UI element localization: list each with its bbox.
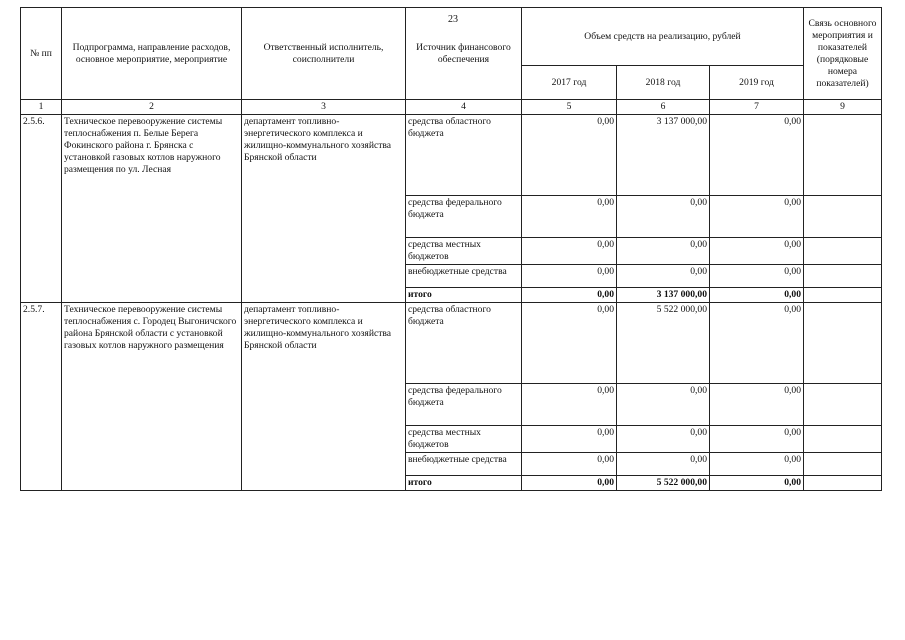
header-source: Источник финансового обеспечения <box>406 8 522 100</box>
link-cell <box>804 384 882 426</box>
table-header <box>21 8 882 115</box>
link-cell <box>804 303 882 384</box>
funding-table <box>20 7 882 491</box>
entry-program: Техническое перевооружение системы теплоснабжения п. Белые Берега Фокинского района г. Брянска с установкой газовых котлов наружного размещения по ул. Лесная <box>62 115 242 303</box>
total-2019: 0,00 <box>710 476 804 491</box>
col-number: 6 <box>617 100 710 115</box>
entry-program: Техническое перевооружение системы теплоснабжения с. Городец Выгоничского района Брянской области с установкой газовых котлов наружного размещения <box>62 303 242 491</box>
header-volume: Объем средств на реализацию, рублей <box>522 8 804 66</box>
header-num: № пп <box>21 8 62 100</box>
funding-source-total: итого <box>406 288 522 303</box>
col-number: 7 <box>710 100 804 115</box>
amount-2019: 0,00 <box>710 265 804 288</box>
header-program: Подпрограмма, направление расходов, основное мероприятие, мероприятие <box>62 8 242 100</box>
total-2019: 0,00 <box>710 288 804 303</box>
col-number: 4 <box>406 100 522 115</box>
header-link: Связь основного мероприятия и показателей (порядковые номера показателей) <box>804 8 882 100</box>
amount-2019: 0,00 <box>710 196 804 238</box>
amount-2017: 0,00 <box>522 384 617 426</box>
link-cell <box>804 476 882 491</box>
column-number-row <box>21 100 882 115</box>
header-year-2017: 2017 год <box>522 66 617 100</box>
entry-number: 2.5.7. <box>21 303 62 491</box>
amount-2019: 0,00 <box>710 238 804 265</box>
amount-2019: 0,00 <box>710 453 804 476</box>
amount-2017: 0,00 <box>522 426 617 453</box>
amount-2019: 0,00 <box>710 115 804 196</box>
amount-2018: 0,00 <box>617 265 710 288</box>
amount-2018: 0,00 <box>617 238 710 265</box>
amount-2018: 3 137 000,00 <box>617 115 710 196</box>
link-cell <box>804 426 882 453</box>
link-cell <box>804 265 882 288</box>
col-number: 2 <box>62 100 242 115</box>
funding-source: внебюджетные средства <box>406 453 522 476</box>
amount-2019: 0,00 <box>710 303 804 384</box>
table-row <box>21 303 882 384</box>
table-body <box>21 115 882 491</box>
link-cell <box>804 115 882 196</box>
link-cell <box>804 288 882 303</box>
col-number: 1 <box>21 100 62 115</box>
entry-executor: департамент топливно-энергетического комплекса и жилищно-коммунального хозяйства Брянской области <box>242 115 406 303</box>
amount-2019: 0,00 <box>710 384 804 426</box>
header-year-2019: 2019 год <box>710 66 804 100</box>
funding-source: внебюджетные средства <box>406 265 522 288</box>
amount-2017: 0,00 <box>522 196 617 238</box>
col-number: 9 <box>804 100 882 115</box>
header-executor: Ответственный исполнитель, соисполнители <box>242 8 406 100</box>
funding-source: средства федерального бюджета <box>406 384 522 426</box>
funding-source: средства областного бюджета <box>406 303 522 384</box>
entry-executor: департамент топливно-энергетического комплекса и жилищно-коммунального хозяйства Брянской области <box>242 303 406 491</box>
amount-2019: 0,00 <box>710 426 804 453</box>
col-number: 5 <box>522 100 617 115</box>
funding-source: средства федерального бюджета <box>406 196 522 238</box>
amount-2018: 0,00 <box>617 384 710 426</box>
header-year-2018: 2018 год <box>617 66 710 100</box>
total-2018: 3 137 000,00 <box>617 288 710 303</box>
funding-source-total: итого <box>406 476 522 491</box>
col-number: 3 <box>242 100 406 115</box>
table-row <box>21 115 882 196</box>
link-cell <box>804 238 882 265</box>
amount-2018: 0,00 <box>617 453 710 476</box>
page-number: 23 <box>448 14 458 25</box>
funding-source: средства местных бюджетов <box>406 238 522 265</box>
total-2018: 5 522 000,00 <box>617 476 710 491</box>
link-cell <box>804 453 882 476</box>
total-2017: 0,00 <box>522 288 617 303</box>
amount-2017: 0,00 <box>522 265 617 288</box>
amount-2017: 0,00 <box>522 115 617 196</box>
amount-2017: 0,00 <box>522 303 617 384</box>
link-cell <box>804 196 882 238</box>
amount-2018: 5 522 000,00 <box>617 303 710 384</box>
amount-2018: 0,00 <box>617 426 710 453</box>
entry-number: 2.5.6. <box>21 115 62 303</box>
total-2017: 0,00 <box>522 476 617 491</box>
amount-2018: 0,00 <box>617 196 710 238</box>
funding-source: средства местных бюджетов <box>406 426 522 453</box>
amount-2017: 0,00 <box>522 453 617 476</box>
amount-2017: 0,00 <box>522 238 617 265</box>
funding-source: средства областного бюджета <box>406 115 522 196</box>
